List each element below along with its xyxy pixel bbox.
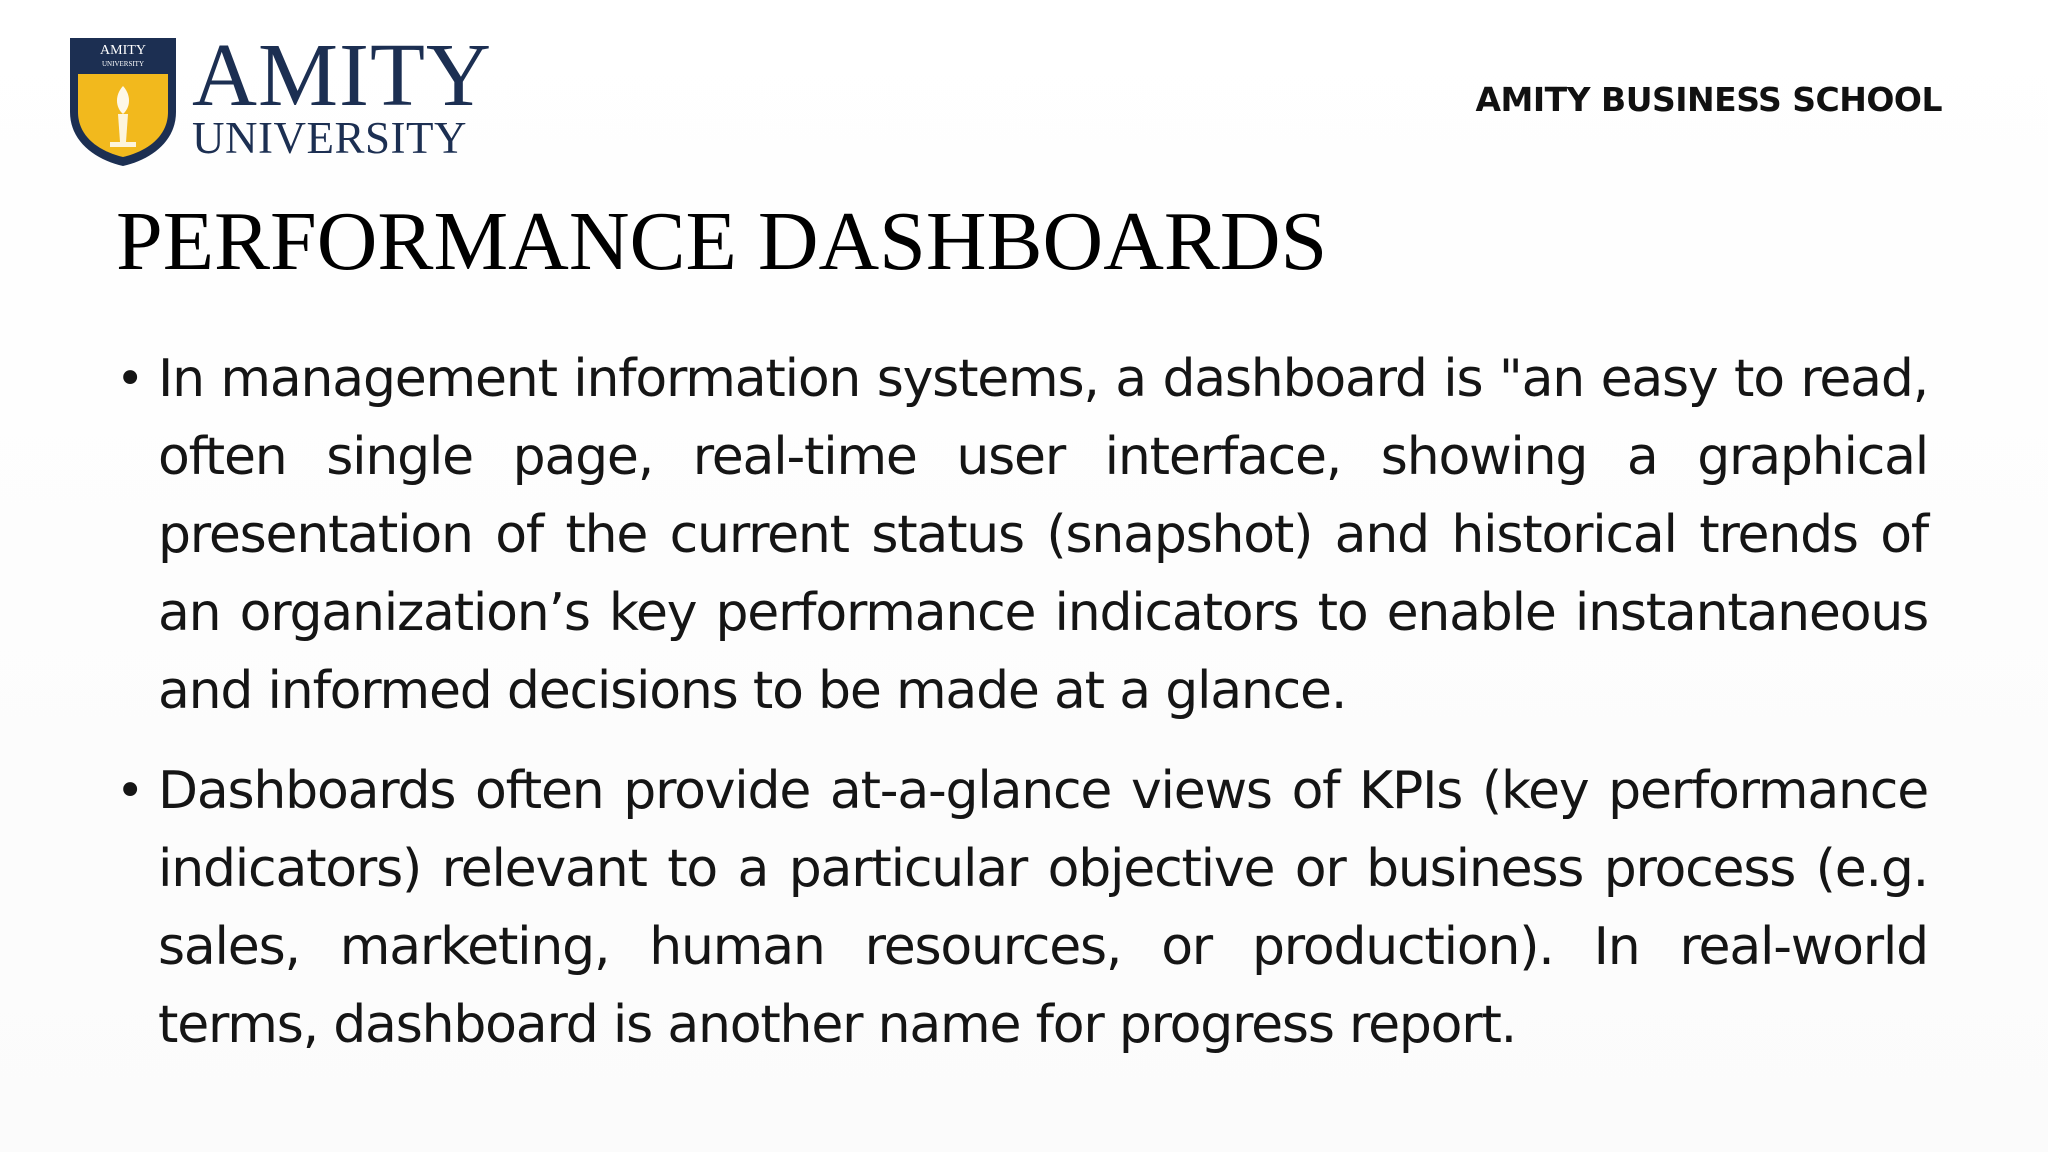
- bullet-list: [114, 340, 1928, 1086]
- bullet-marker: •: [116, 763, 144, 819]
- bullet-marker: •: [116, 351, 144, 407]
- logo-wordmark-university: UNIVERSITY: [192, 113, 467, 163]
- logo-wordmark-amity: AMITY: [192, 26, 492, 125]
- logo-wordmark: [192, 26, 492, 163]
- bullet-item-dashboard-definition: [114, 340, 1928, 730]
- amity-university-logo: [66, 26, 492, 174]
- amity-shield-icon: [66, 34, 180, 168]
- bullet-item-kpi-views: [114, 752, 1928, 1064]
- slide-title: PERFORMANCE DASHBOARDS: [116, 195, 1328, 288]
- shield-text: AMITY: [100, 43, 146, 58]
- bullet-text: Dashboards often provide at-a-glance views of KPIs (key performance indicators) relevant to a particular objective or business process (e.g. sales, marketing, human resources, or production). In real-world terms, dashboard is another name for progress report.: [158, 761, 1928, 1055]
- bullet-text: In management information systems, a dashboard is "an easy to read, often single page, real-time user interface, showing a graphical presentation of the current status (snapshot) and historical trends of an organization’s key performance indicators to enable instantaneous and informed decisions to be made at a glance.: [158, 349, 1928, 721]
- shield-subtext: UNIVERSITY: [102, 60, 144, 68]
- school-name: AMITY BUSINESS SCHOOL: [1475, 80, 1942, 119]
